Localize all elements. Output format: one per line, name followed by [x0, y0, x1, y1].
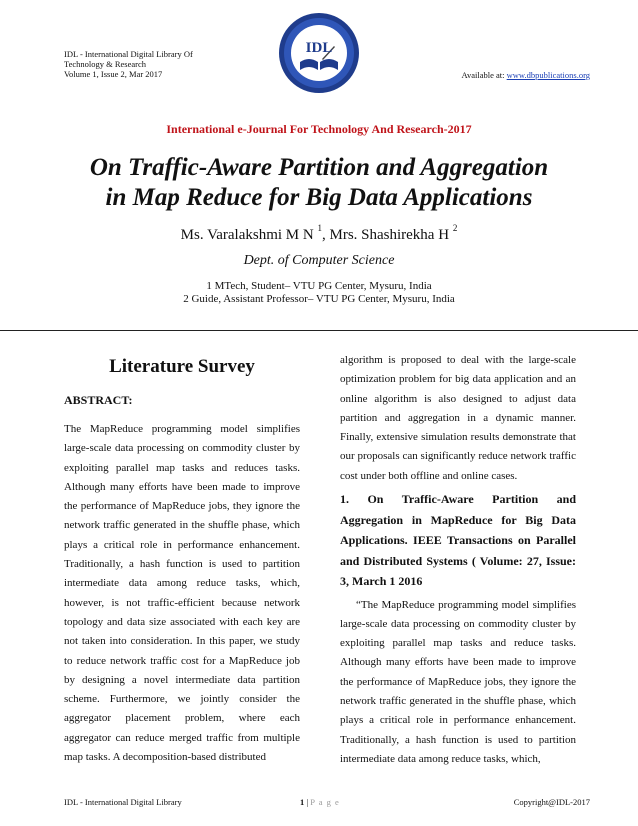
reference-quote: “The MapReduce programming model simplifies large-scale data processing on commodity cluster by exploiting parallel map tasks and reduce tasks. Although many efforts have been made to improve the performance of MapReduce jobs, they ignore the network traffic generated in the shuffle phase, which plays a critical role in performance enhancement. Traditionally, a hash function is used to partition intermediate data among reduce tasks, which,: [340, 598, 576, 765]
section-title: Literature Survey: [109, 356, 255, 377]
affiliation-line: 2 Guide, Assistant Professor– VTU PG Center, Mysuru, India: [183, 293, 455, 305]
abstract-continuation: algorithm is proposed to deal with the large-scale optimization problem for big data application and an online algorithm is also designed to adjust data partition and aggregation in a dynamic manner. Finally, extensive simulation results demonstrate that our proposals can significantly reduce network traffic cost under both offline and online cases.: [340, 354, 576, 482]
abstract-paragraph: The MapReduce programming model simplifies large-scale data processing on commodity cluster by exploiting parallel map tasks and reduces tasks. Although many efforts have been made to improve the performance of MapReduce jobs, they ignore the network traffic generated in the shuffle phase, which plays a critical role in performance enhancement. Traditionally, a hash function is used to partition intermediate data among reduce tasks, which, however, is not traffic-efficient because network topology and data size associated with each key are not taken into consideration. In this paper, we study to reduce network traffic cost for a MapReduce job by designing a novel intermediate data partition scheme. Furthermore, we jointly consider the aggregator placement problem, where each aggregator can reduce merged traffic from multiple map tasks. A decomposition-based distributed: [64, 423, 300, 764]
footer-copyright: Copyright@IDL-2017: [513, 797, 590, 807]
logo-text: IDL: [305, 40, 333, 56]
available-at-label: Available at:: [461, 70, 507, 80]
journal-name: International e-Journal For Technology And Research-2017: [166, 122, 472, 136]
title-line: On Traffic-Aware Partition and Aggregation: [89, 154, 549, 181]
author-sup: 2: [452, 223, 458, 233]
affiliations: [0, 280, 638, 306]
author-separator: ,: [321, 227, 330, 243]
header-divider: [0, 330, 638, 331]
page-word: P a g e: [310, 797, 340, 807]
idl-logo: [278, 12, 360, 94]
page-indicator: [300, 797, 340, 807]
header-line: Volume 1, Issue 2, Mar 2017: [64, 69, 163, 79]
affiliation-line: 1 MTech, Student– VTU PG Center, Mysuru, India: [206, 280, 432, 292]
header-line: Technology & Research: [64, 59, 147, 69]
page-number: 1: [300, 797, 305, 807]
title-line: in Map Reduce for Big Data Applications: [105, 184, 533, 211]
page-separator: |: [304, 797, 311, 807]
header-line: IDL - International Digital Library Of: [64, 49, 193, 59]
abstract-body: [64, 420, 300, 767]
availability-note: [462, 70, 591, 80]
header-journal-info: [64, 49, 193, 79]
right-column: [340, 351, 576, 769]
abstract-label: ABSTRACT:: [64, 393, 133, 407]
author-name: Mrs. Shashirekha H: [329, 227, 450, 243]
footer-left: IDL - International Digital Library: [64, 797, 182, 807]
department: Dept. of Computer Science: [243, 253, 395, 268]
publication-link[interactable]: www.dbpublications.org: [506, 70, 590, 80]
paper-title: [0, 153, 638, 213]
author-sup: 1: [317, 223, 322, 233]
author-list: [0, 225, 638, 244]
reference-heading: 1. On Traffic-Aware Partition and Aggregation in MapReduce for Big Data Applications. IEEE Transactions on Parallel and Distributed Systems ( Volume: 27, Issue: 3, March 1 2016: [340, 492, 576, 589]
author-name: Ms. Varalakshmi M N: [180, 227, 314, 243]
